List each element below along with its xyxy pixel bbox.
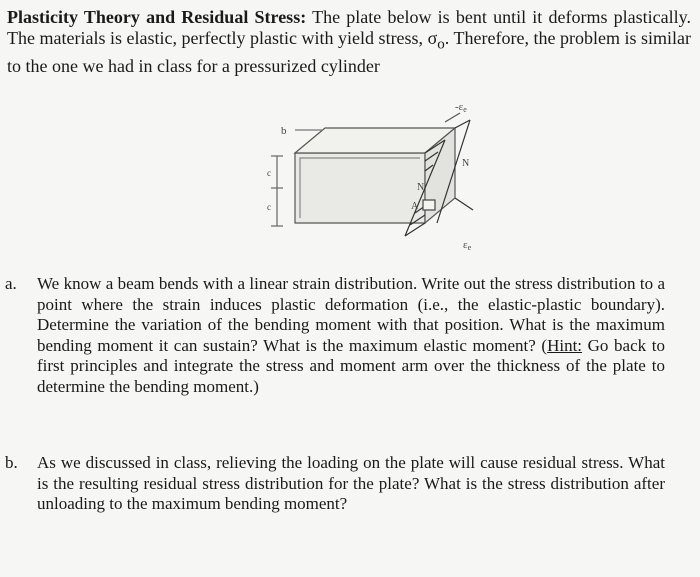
question-a <box>5 274 665 397</box>
problem-title: Plasticity Theory and Residual Stress: <box>7 7 307 27</box>
label-neg-eps: -εe <box>455 101 467 114</box>
label-c-top: c <box>267 168 271 178</box>
sigma-symbol: σ <box>427 28 438 48</box>
plate-bending-figure <box>255 98 515 258</box>
intro-text: The plate below is bent until it deforms plastically. The materials is elastic, perfectly plastic with yield stress, <box>7 7 691 48</box>
plate-front-face <box>295 153 425 223</box>
question-b-marker: b. <box>5 453 18 472</box>
question-b <box>5 453 665 515</box>
question-a-text: We know a beam bends with a linear strain distribution. Write out the stress distribution to a point where the strain induces plastic deformation (i.e., the elastic-plastic boundary). Determine the variation of the bending moment with that position. What is the maximum bending moment it can sustain? What is the maximum elastic moment? (Hint: Go back to first principles and integrate the stress and moment arm over the thickness of the plate to determine the bending moment.) <box>37 274 666 396</box>
label-A: A <box>411 201 419 212</box>
sigma-subscript: o <box>437 36 445 53</box>
question-b-text: As we discussed in class, relieving the loading on the plate will cause residual stress. What is the resulting residual stress distribution for the plate? What is the stress distribution after unloading to the maximum bending moment? <box>37 453 665 513</box>
intro-text-end: . Therefore, the problem is similar to the one we had in class for a pressurized cylinder <box>7 28 692 76</box>
label-b: b <box>281 125 287 137</box>
label-N-side: N <box>462 158 470 169</box>
problem-intro <box>7 7 691 77</box>
element-A <box>423 200 435 210</box>
label-c-bottom: c <box>267 202 271 212</box>
question-a-marker: a. <box>5 274 17 293</box>
label-N-front: N <box>417 182 425 193</box>
label-eps: εe <box>463 239 472 252</box>
hint-label: Hint: <box>547 335 583 355</box>
